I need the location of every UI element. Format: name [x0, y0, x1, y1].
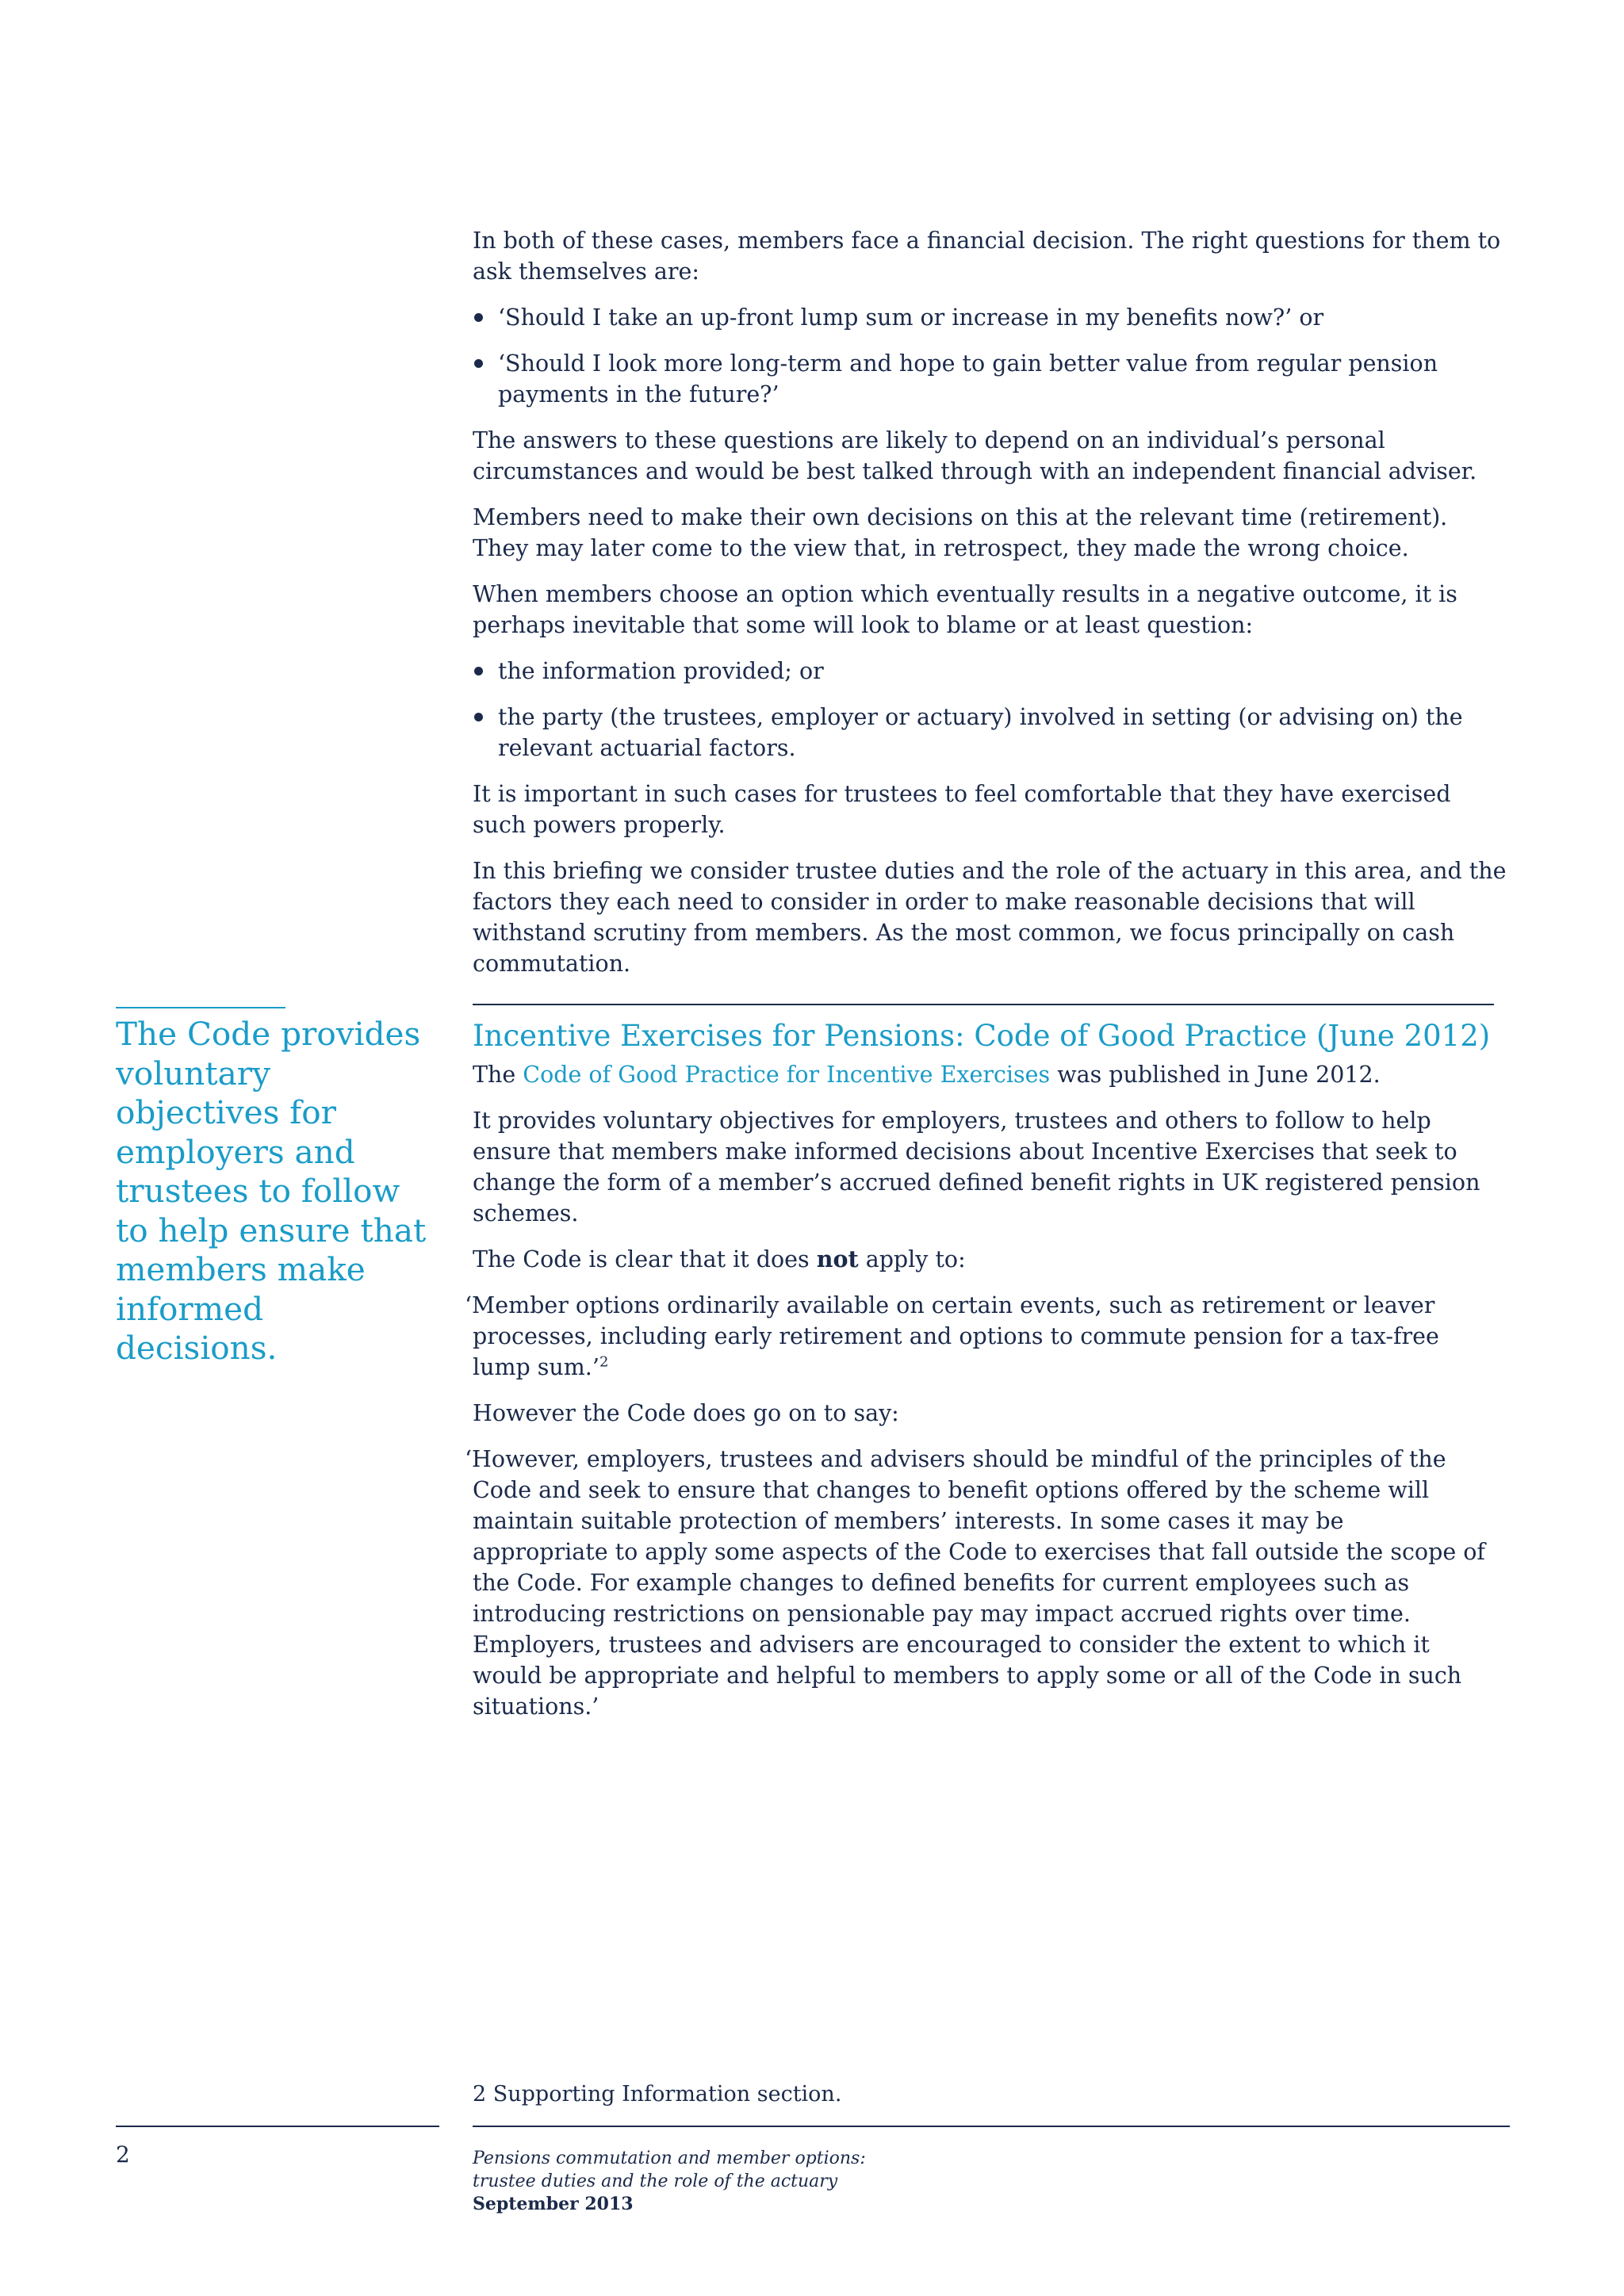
footer-rule-left [116, 2126, 439, 2127]
footnote: 2 Supporting Information section. [473, 2082, 842, 2107]
answers-paragraph: The answers to these questions are likely to depend on an individual’s personal circumstances and would be best talked through with an independent financial adviser. [473, 427, 1477, 484]
document-title-line-1: Pensions commutation and member options: [473, 2149, 866, 2168]
bullet-icon [474, 667, 483, 675]
blame-list [473, 656, 1510, 763]
emphasis-not: not [816, 1246, 859, 1272]
section-heading: Incentive Exercises for Pensions: Code of Good Practice (June 2012) [473, 1019, 1491, 1053]
section-divider [473, 1004, 1494, 1005]
questions-list [473, 302, 1510, 410]
footer-rule-right [473, 2126, 1510, 2127]
briefing-paragraph: In this briefing we consider trustee duties and the role of the actuary in this area, and the factors they each need to consider in order to make reasonable decisions that will withstand scrutiny from members. As the most common, we focus principally on cash commutation. [473, 858, 1507, 977]
provides-paragraph: It provides voluntary objectives for employers, trustees and others to follow to help ensure that members make informed decisions about Incentive Exercises that seek to change the form of a member’s accrued defined benefit rights in UK registered pension schemes. [473, 1108, 1480, 1226]
bullet-icon [474, 313, 483, 322]
published-paragraph: The Code of Good Practice for Incentive Exercises was published in June 2012. [473, 1062, 1381, 1088]
document-info [473, 2147, 866, 2216]
clear-paragraph: The Code is clear that it does not apply to: [473, 1246, 966, 1272]
list-item: the information provided; or [473, 656, 1510, 687]
main-column [465, 225, 1510, 1737]
quote-however: ‘However, employers, trustees and advisers should be mindful of the principles of the Code and seek to ensure that changes to benefit options offered by the scheme will maintain suitable protection of members’ interests. In some cases it may be appropriate to apply some aspects of the Code to exercises that fall outside the scope of the Code. For example changes to defined benefits for current employees such as introducing restrictions on pensionable pay may impact accrued rights over time. Employers, trustees and advisers are encouraged to consider the extent to which it would be appropriate and helpful to members to apply some or all of the Code in such situations.’ [465, 1446, 1485, 1720]
important-paragraph: It is important in such cases for trustees to feel comfortable that they have exercised such powers properly. [473, 781, 1451, 838]
list-item: the party (the trustees, employer or actuary) involved in setting (or advising on) the relevant actuarial factors. [473, 702, 1510, 763]
list-item: ‘Should I look more long-term and hope to gain better value from regular pension payments in the future?’ [473, 348, 1510, 410]
however-paragraph: However the Code does go on to say: [473, 1400, 899, 1426]
footnote-reference[interactable]: 2 [599, 1353, 609, 1371]
decisions-paragraph: Members need to make their own decisions on this at the relevant time (retirement). They may later come to the view that, in retrospect, they made the wrong choice. [473, 504, 1448, 561]
intro-paragraph: In both of these cases, members face a financial decision. The right questions for them to ask themselves are: [473, 228, 1501, 285]
pull-quote-rule [116, 1007, 285, 1008]
document-date: September 2013 [473, 2194, 634, 2214]
document-title-line-2: trustee duties and the role of the actuary [473, 2172, 838, 2191]
pull-quote: The Code provides voluntary objectives for employers and trustees to follow to help ensure that members make informed decisions. [116, 1015, 427, 1367]
bullet-icon [474, 713, 483, 721]
negative-outcome-paragraph: When members choose an option which eventually results in a negative outcome, it is perhaps inevitable that some will look to blame or at least question: [473, 581, 1457, 638]
bullet-icon [474, 359, 483, 368]
list-item: ‘Should I take an up-front lump sum or increase in my benefits now?’ or [473, 302, 1510, 333]
page-number: 2 [116, 2141, 130, 2168]
code-of-good-practice-link[interactable]: Code of Good Practice for Incentive Exercises [523, 1062, 1051, 1088]
quote-member-options: ‘Member options ordinarily available on certain events, such as retirement or leaver processes, including early retirement and options to commute pension for a tax-free lump sum.’$^2$ [465, 1292, 1439, 1380]
